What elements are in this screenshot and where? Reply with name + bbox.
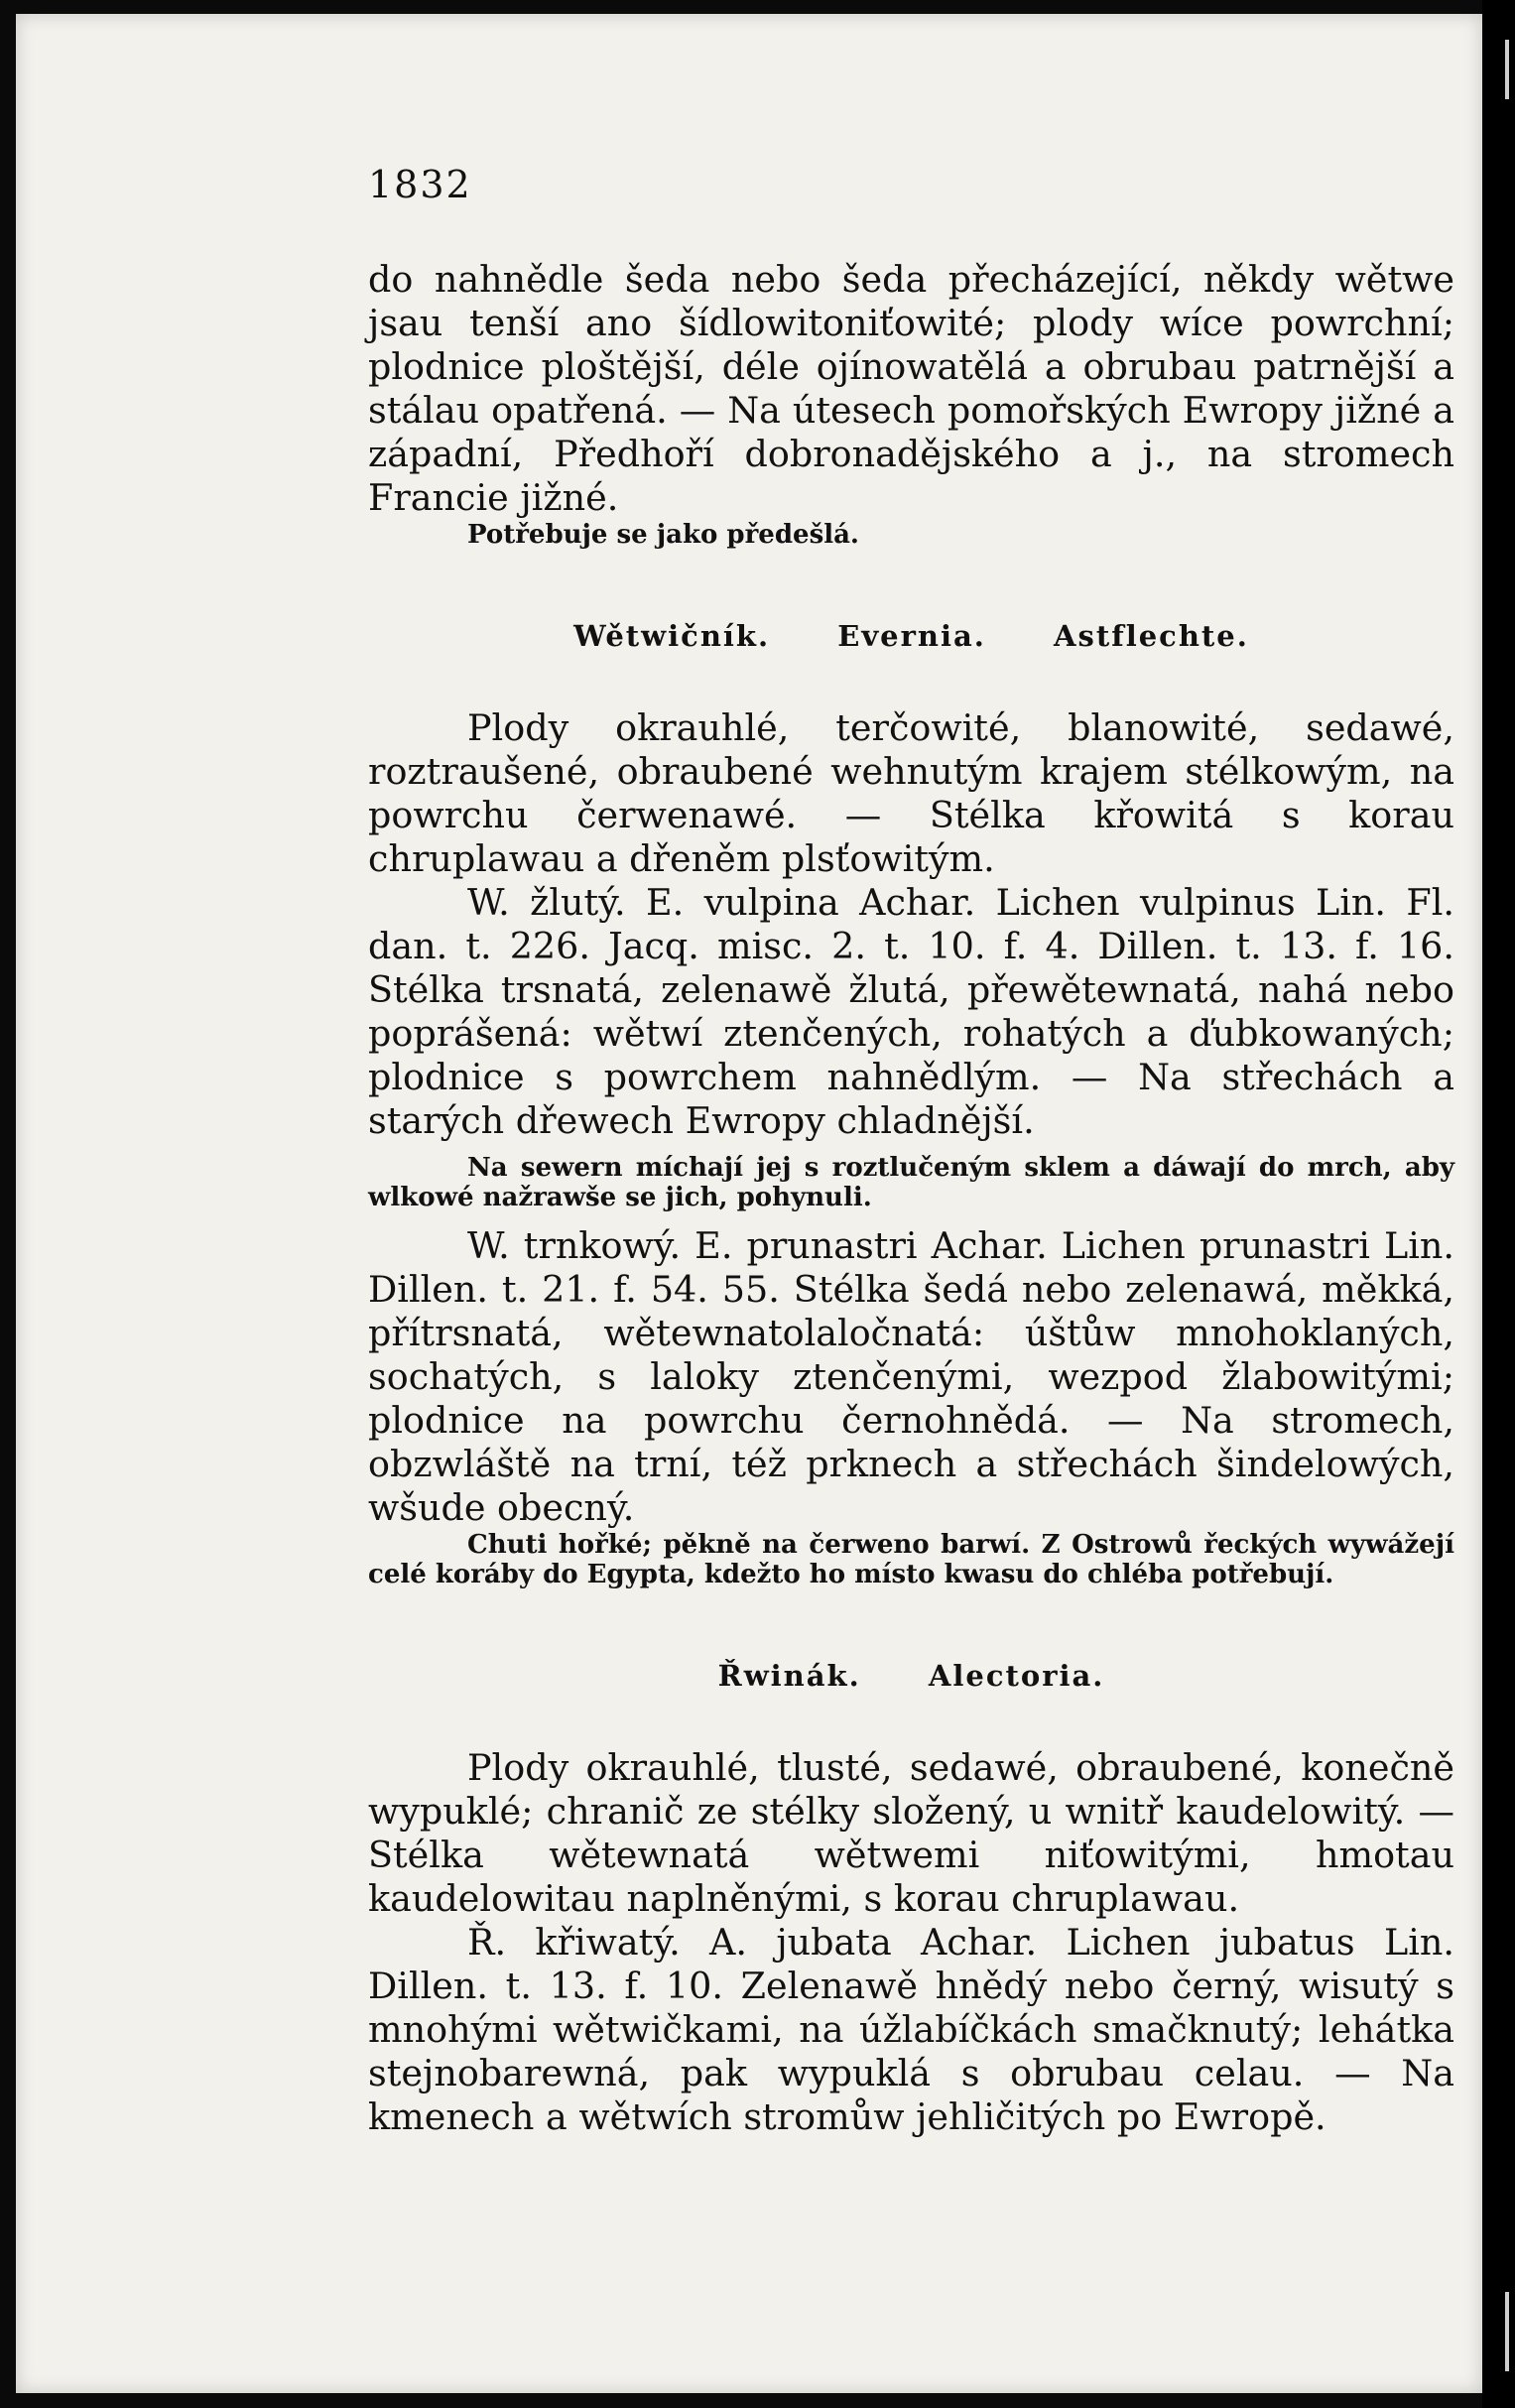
continuation-note: Potřebuje se jako předešlá. [467, 520, 859, 550]
evernia-species-vulpina: W. žlutý. E. vulpina Achar. Lichen vulpinus Lin. Fl. dan. t. 226. Jacq. misc. 2. t. 10. f. 4. Dillen. t. 13. f. 16. Stélka trsnatá, zelenawě žlutá, přewětewnatá, nahá nebo poprášená: wětwí ztenčených, rohatých a ďubkowaných; plodnice s powrchem nahnědlým. — Na střechách a starých dřewech Ewropy chladnější. [368, 881, 1454, 1142]
evernia-heading-czech: Wětwičník. [573, 619, 771, 653]
evernia-heading [368, 619, 1454, 653]
alectoria-heading-latin: Alectoria. [928, 1659, 1105, 1693]
scan-edge-mark [1505, 40, 1509, 99]
alectoria-species-jubata: Ř. křiwatý. A. jubata Achar. Lichen jubatus Lin. Dillen. t. 13. f. 10. Zelenawě hnědý nebo černý, wisutý s mnohými wětwičkami, na úžlabíčkách smačknutý; lehátka stejnobarewná, pak wypuklá s obrubau celau. — Na kmenech a wětwích stromůw jehličitých po Ewropě. [368, 1921, 1454, 2138]
alectoria-description: Plody okrauhlé, tlusté, sedawé, obraubené, konečně wypuklé; chranič ze stélky složený, u wnitř kaudelowitý. — Stélka wětewnatá wětwemi niťowitými, hmotau kaudelowitau naplněnými, s korau chruplawau. [368, 1746, 1454, 1920]
alectoria-heading-czech: Řwinák. [717, 1659, 861, 1693]
evernia-heading-latin: Evernia. [837, 619, 986, 653]
evernia-vulpina-note: Na sewern míchají jej s roztlučeným sklem a dáwají do mrch, aby wlkowé nažrawše se jich, pohynuli. [368, 1153, 1454, 1212]
text-column [368, 163, 1454, 2139]
scan-edge-mark [1505, 2292, 1509, 2371]
evernia-prunastri-note: Chuti hořké; pěkně na čerweno barwí. Z Ostrowů řeckých wywážejí celé koráby do Egypta, kdežto ho místo kwasu do chléba potřebují. [368, 1530, 1454, 1589]
scan-edge [1482, 0, 1515, 2408]
continuation-paragraph: do nahnědle šeda nebo šeda přecházející, někdy wětwe jsau tenší ano šídlowitoniťowité; plody wíce powrchní; plodnice ploštější, déle ojínowatělá a obrubau patrnější a stálau opatřená. — Na útesech pomořských Ewropy jižné a západní, Předhoří dobronadějského a j., na stromech Francie jižné. [368, 258, 1454, 519]
evernia-species-prunastri: W. trnkowý. E. prunastri Achar. Lichen prunastri Lin. Dillen. t. 21. f. 54. 55. Stélka šedá nebo zelenawá, měkká, přítrsnatá, wětewnatolaločnatá: úštůw mnohoklaných, sochatých, s laloky ztenčenými, wezpod žlabowitými; plodnice na powrchu černohnědá. — Na stromech, obzwláště na trní, též prknech a střechách šindelowých, wšude obecný. [368, 1224, 1454, 1529]
page-number: 1832 [368, 163, 472, 206]
evernia-description: Plody okrauhlé, terčowité, blanowité, sedawé, roztraušené, obraubené wehnutým krajem stélkowým, na powrchu čerwenawé. — Stélka křowitá s korau chruplawau a dřeněm plsťowitým. [368, 706, 1454, 880]
evernia-heading-german: Astflechte. [1054, 619, 1249, 653]
book-page [16, 14, 1482, 2393]
alectoria-heading [368, 1659, 1454, 1693]
